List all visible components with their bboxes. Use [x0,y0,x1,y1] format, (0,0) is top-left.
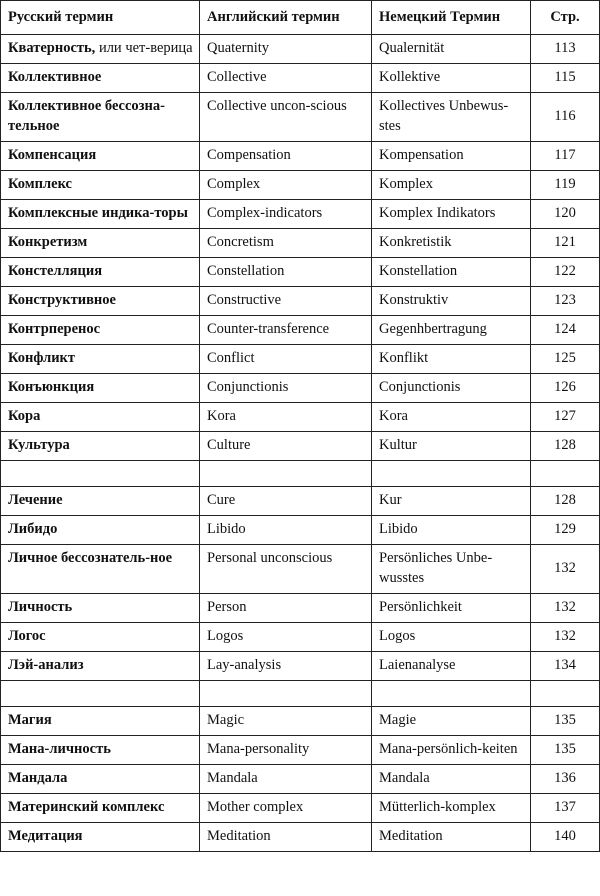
russian-term: Конструктивное [1,287,200,316]
english-term: Lay-analysis [200,652,372,681]
german-term: Konstruktiv [372,287,531,316]
english-term: Conflict [200,345,372,374]
table-row [1,794,600,823]
german-term: Konflikt [372,345,531,374]
blank-cell [531,681,600,707]
russian-term-main: Кватерность, [8,40,96,56]
page-number: 132 [531,545,600,594]
table-row [1,765,600,794]
table-row [1,258,600,287]
english-term: Compensation [200,142,372,171]
german-term: Conjunctionis [372,374,531,403]
german-term: Logos [372,623,531,652]
page-number: 129 [531,516,600,545]
page-number: 135 [531,707,600,736]
russian-term: Личное бессознатель-ное [1,545,200,594]
german-term: Qualernität [372,35,531,64]
english-term: Counter-transference [200,316,372,345]
russian-term: Мана-личность [1,736,200,765]
blank-cell [531,461,600,487]
page-number: 128 [531,432,600,461]
table-row [1,623,600,652]
table-row [1,64,600,93]
page-number: 128 [531,487,600,516]
header-english-term: Английский термин [200,1,372,35]
page-number: 134 [531,652,600,681]
table-row [1,487,600,516]
english-term: Cure [200,487,372,516]
russian-term: Коллективное [1,64,200,93]
english-term: Mana-personality [200,736,372,765]
table-row [1,823,600,852]
table-row [1,200,600,229]
table-row [1,93,600,142]
english-term: Mother complex [200,794,372,823]
table-row [1,403,600,432]
table-row [1,736,600,765]
english-term: Personal unconscious [200,545,372,594]
russian-term: Компенсация [1,142,200,171]
german-term: Mütterlich-komplex [372,794,531,823]
russian-term: Коллективное бессозна-тельное [1,93,200,142]
german-term: Kollektive [372,64,531,93]
page-number: 113 [531,35,600,64]
page-number: 136 [531,765,600,794]
header-russian-term: Русский термин [1,1,200,35]
german-term: Magie [372,707,531,736]
page-number: 132 [531,594,600,623]
page-number: 140 [531,823,600,852]
table-row [1,316,600,345]
german-term: Komplex [372,171,531,200]
russian-term: Мандала [1,765,200,794]
page-number: 116 [531,93,600,142]
english-term: Magic [200,707,372,736]
russian-term: Логос [1,623,200,652]
table-row [1,652,600,681]
page-number: 115 [531,64,600,93]
english-term: Mandala [200,765,372,794]
russian-term: Культура [1,432,200,461]
header-row [1,1,600,35]
blank-cell [200,461,372,487]
russian-term: Кора [1,403,200,432]
german-term: Kompensation [372,142,531,171]
blank-row [1,461,600,487]
russian-term: Магия [1,707,200,736]
german-term: Meditation [372,823,531,852]
russian-term: Личность [1,594,200,623]
table-row [1,545,600,594]
russian-term: Медитация [1,823,200,852]
russian-term [1,35,200,64]
russian-term: Материнский комплекс [1,794,200,823]
german-term: Persönliches Unbe-wusstes [372,545,531,594]
page-number: 124 [531,316,600,345]
german-term: Kur [372,487,531,516]
page-number: 127 [531,403,600,432]
blank-cell [1,681,200,707]
table-row [1,142,600,171]
german-term: Mandala [372,765,531,794]
page-number: 120 [531,200,600,229]
english-term: Libido [200,516,372,545]
table-row [1,432,600,461]
header-page: Стр. [531,1,600,35]
german-term: Kora [372,403,531,432]
german-term: Mana-persönlich-keiten [372,736,531,765]
table-row [1,374,600,403]
table-row [1,229,600,258]
table-row [1,516,600,545]
russian-term-suffix: или чет-верица [95,40,193,56]
blank-cell [1,461,200,487]
german-term: Laienanalyse [372,652,531,681]
page-number: 117 [531,142,600,171]
russian-term: Контрперенос [1,316,200,345]
russian-term: Конкретизм [1,229,200,258]
german-term: Persönlichkeit [372,594,531,623]
english-term: Person [200,594,372,623]
english-term: Kora [200,403,372,432]
english-term: Meditation [200,823,372,852]
english-term: Complex-indicators [200,200,372,229]
russian-term: Либидо [1,516,200,545]
english-term: Conjunctionis [200,374,372,403]
page-number: 122 [531,258,600,287]
english-term: Complex [200,171,372,200]
table-row [1,345,600,374]
page-number: 126 [531,374,600,403]
russian-term: Комплексные индика-торы [1,200,200,229]
page-number: 137 [531,794,600,823]
english-term: Collective uncon-scious [200,93,372,142]
russian-term: Конъюнкция [1,374,200,403]
russian-term: Лечение [1,487,200,516]
header-german-term: Немецкий Термин [372,1,531,35]
english-term: Constellation [200,258,372,287]
page-number: 135 [531,736,600,765]
blank-cell [372,461,531,487]
german-term: Konkretistik [372,229,531,258]
english-term: Culture [200,432,372,461]
german-term: Libido [372,516,531,545]
german-term: Gegenhbertragung [372,316,531,345]
russian-term: Лэй-анализ [1,652,200,681]
russian-term: Комплекс [1,171,200,200]
table-row [1,707,600,736]
russian-term: Конфликт [1,345,200,374]
table-row [1,287,600,316]
german-term: Kultur [372,432,531,461]
english-term: Quaternity [200,35,372,64]
blank-cell [372,681,531,707]
table-row [1,35,600,64]
page-number: 125 [531,345,600,374]
english-term: Collective [200,64,372,93]
blank-cell [200,681,372,707]
english-term: Logos [200,623,372,652]
russian-term: Констелляция [1,258,200,287]
blank-row [1,681,600,707]
page-number: 132 [531,623,600,652]
page-number: 119 [531,171,600,200]
english-term: Concretism [200,229,372,258]
table-row [1,594,600,623]
page-number: 123 [531,287,600,316]
german-term: Komplex Indikators [372,200,531,229]
german-term: Konstellation [372,258,531,287]
table-row [1,171,600,200]
page-number: 121 [531,229,600,258]
english-term: Constructive [200,287,372,316]
german-term: Kollectives Unbewus-stes [372,93,531,142]
